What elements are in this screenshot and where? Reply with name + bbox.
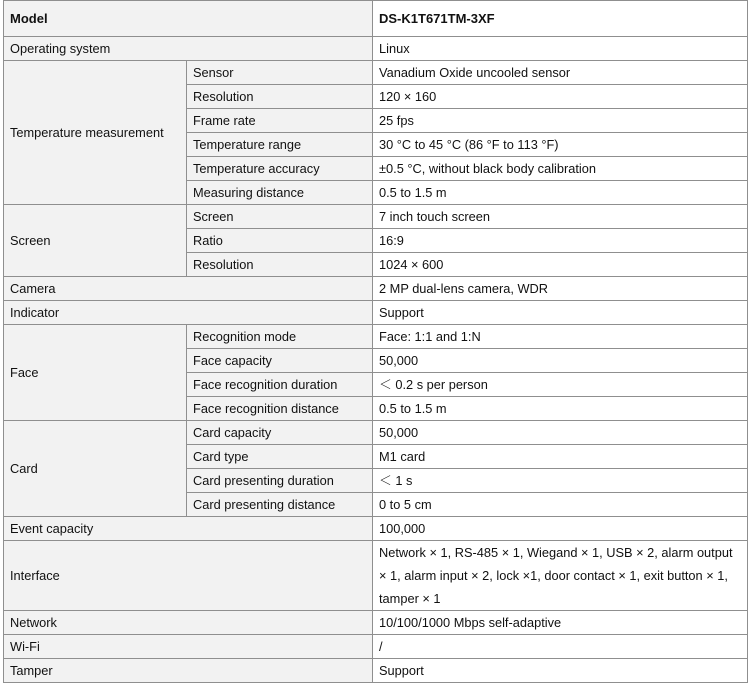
sub-value: Vanadium Oxide uncooled sensor — [373, 61, 748, 85]
os-label: Operating system — [4, 37, 373, 61]
screen-group-label: Screen — [4, 205, 187, 277]
wifi-label: Wi-Fi — [4, 635, 373, 659]
network-label: Network — [4, 611, 373, 635]
sub-value: 25 fps — [373, 109, 748, 133]
indicator-value: Support — [373, 301, 748, 325]
table-row — [4, 301, 748, 325]
sub-label: Face recognition distance — [187, 397, 373, 421]
card-group-label: Card — [4, 421, 187, 517]
camera-label: Camera — [4, 277, 373, 301]
sub-label: Temperature range — [187, 133, 373, 157]
table-row — [4, 421, 748, 445]
sub-value: ±0.5 °C, without black body calibration — [373, 157, 748, 181]
sub-value: 7 inch touch screen — [373, 205, 748, 229]
sub-value: 1024 × 600 — [373, 253, 748, 277]
sub-value: 120 × 160 — [373, 85, 748, 109]
sub-label: Resolution — [187, 253, 373, 277]
sub-value: ＜ 1 s — [373, 469, 748, 493]
table-row — [4, 659, 748, 683]
sub-value: 0 to 5 cm — [373, 493, 748, 517]
tamper-label: Tamper — [4, 659, 373, 683]
sub-label: Screen — [187, 205, 373, 229]
sub-label: Face recognition duration — [187, 373, 373, 397]
os-value: Linux — [373, 37, 748, 61]
table-row — [4, 517, 748, 541]
sub-label: Ratio — [187, 229, 373, 253]
model-value: DS-K1T671TM-3XF — [373, 1, 748, 37]
sub-label: Card presenting duration — [187, 469, 373, 493]
sub-value: Face: 1:1 and 1:N — [373, 325, 748, 349]
sub-value: M1 card — [373, 445, 748, 469]
table-row — [4, 635, 748, 659]
table-row — [4, 37, 748, 61]
sub-value: ＜ 0.2 s per person — [373, 373, 748, 397]
sub-label: Card type — [187, 445, 373, 469]
sub-value: 0.5 to 1.5 m — [373, 397, 748, 421]
table-row — [4, 61, 748, 85]
sub-label: Recognition mode — [187, 325, 373, 349]
wifi-value: / — [373, 635, 748, 659]
table-row — [4, 277, 748, 301]
table-row — [4, 541, 748, 611]
sub-label: Resolution — [187, 85, 373, 109]
interface-label: Interface — [4, 541, 373, 611]
face-group-label: Face — [4, 325, 187, 421]
sub-value: 50,000 — [373, 421, 748, 445]
sub-value: 30 °C to 45 °C (86 °F to 113 °F) — [373, 133, 748, 157]
sub-label: Sensor — [187, 61, 373, 85]
sub-label: Card presenting distance — [187, 493, 373, 517]
spec-table — [3, 0, 748, 683]
sub-label: Measuring distance — [187, 181, 373, 205]
interface-value: Network × 1, RS-485 × 1, Wiegand × 1, USB × 2, alarm output × 1, alarm input × 2, lock ×1, door contact × 1, exit button × 1, tamper × 1 — [373, 541, 748, 611]
sub-label: Face capacity — [187, 349, 373, 373]
table-row — [4, 325, 748, 349]
table-row — [4, 205, 748, 229]
sub-value: 0.5 to 1.5 m — [373, 181, 748, 205]
sub-label: Frame rate — [187, 109, 373, 133]
network-value: 10/100/1000 Mbps self-adaptive — [373, 611, 748, 635]
sub-value: 50,000 — [373, 349, 748, 373]
camera-value: 2 MP dual-lens camera, WDR — [373, 277, 748, 301]
event-capacity-value: 100,000 — [373, 517, 748, 541]
table-row — [4, 611, 748, 635]
tamper-value: Support — [373, 659, 748, 683]
sub-label: Temperature accuracy — [187, 157, 373, 181]
sub-value: 16:9 — [373, 229, 748, 253]
indicator-label: Indicator — [4, 301, 373, 325]
model-label: Model — [4, 1, 373, 37]
sub-label: Card capacity — [187, 421, 373, 445]
header-row — [4, 1, 748, 37]
event-capacity-label: Event capacity — [4, 517, 373, 541]
temperature-group-label: Temperature measurement — [4, 61, 187, 205]
